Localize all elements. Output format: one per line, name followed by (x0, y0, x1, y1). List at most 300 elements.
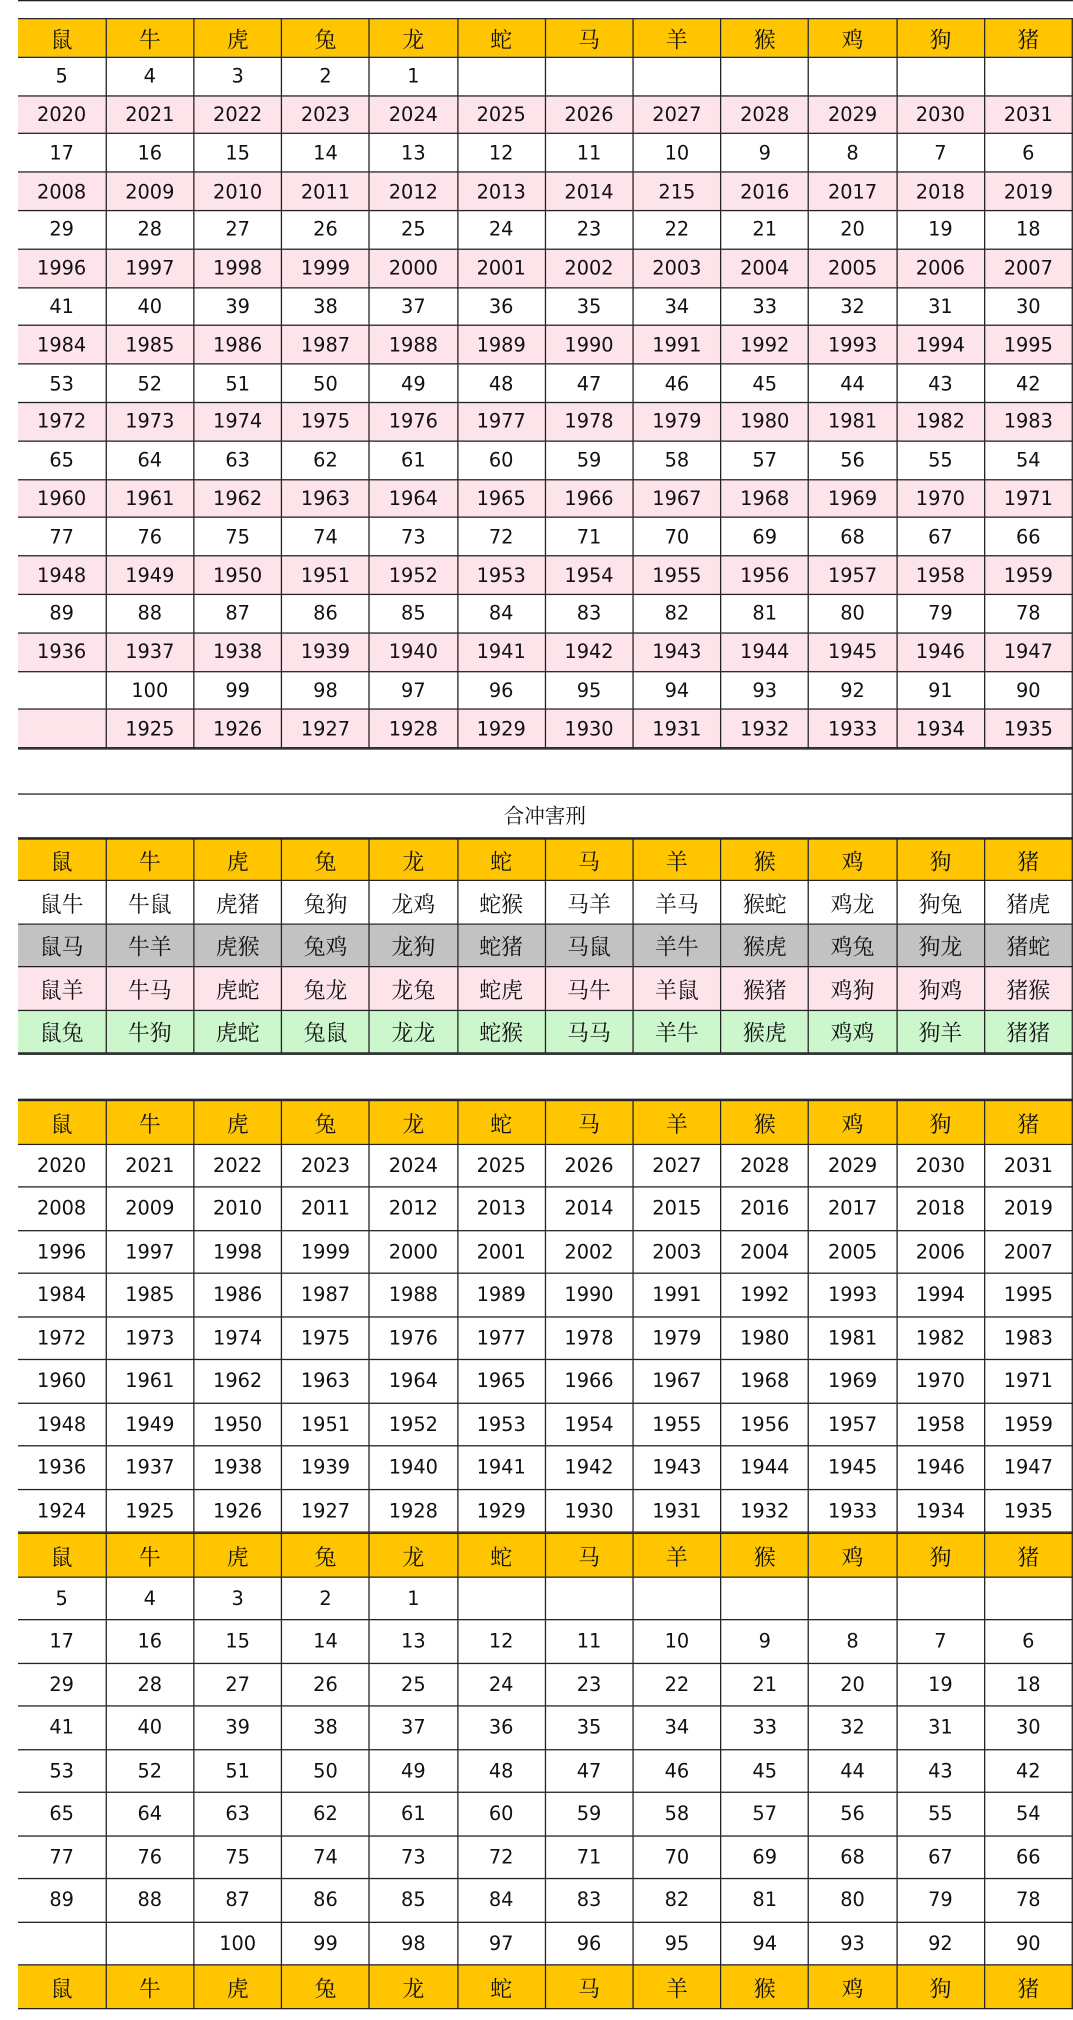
table-cell: 1983 (984, 1317, 1072, 1360)
table-cell: 71 (545, 1836, 633, 1879)
table-cell: 猴虎 (721, 924, 809, 967)
table-cell: 2017 (809, 172, 897, 210)
table-cell: 1940 (369, 633, 457, 671)
table-cell: 71 (545, 518, 633, 556)
table-cell: 狗羊 (896, 1010, 984, 1053)
table-cell: 1952 (369, 556, 457, 594)
table-cell: 2003 (633, 249, 721, 287)
table-cell: 1981 (809, 1317, 897, 1360)
zodiac-header-cell: 狗 (896, 19, 984, 57)
table-cell: 12 (457, 1620, 545, 1663)
table-cell: 1948 (18, 1403, 106, 1446)
table-cell: 100 (194, 1922, 282, 1965)
table-cell: 马羊 (545, 881, 633, 924)
table-cell: 75 (194, 518, 282, 556)
table-cell: 68 (809, 1836, 897, 1879)
table-cell: 1945 (809, 1446, 897, 1489)
table-cell: 24 (457, 1663, 545, 1706)
age-row (18, 1577, 1072, 1620)
table-cell: 2001 (457, 249, 545, 287)
table-cell: 1989 (457, 1273, 545, 1316)
zodiac-header-cell: 猴 (721, 1101, 809, 1144)
zodiac-header-cell: 鸡 (809, 1101, 897, 1144)
table-cell: 1975 (282, 1317, 370, 1360)
table-cell: 24 (457, 211, 545, 249)
table-cell: 1979 (633, 1317, 721, 1360)
table-cell: 2020 (18, 95, 106, 133)
table-cell: 羊牛 (633, 924, 721, 967)
table-cell: 85 (369, 1879, 457, 1922)
table-cell: 3 (194, 1577, 282, 1620)
header-row (18, 839, 1072, 880)
table-cell: 1954 (545, 556, 633, 594)
table-cell: 1989 (457, 326, 545, 364)
table-cell: 1957 (809, 1403, 897, 1446)
table-cell: 2011 (282, 1187, 370, 1230)
table-cell: 31 (896, 287, 984, 325)
table-cell: 2002 (545, 1230, 633, 1273)
table-cell: 1964 (369, 479, 457, 517)
zodiac-header-cell: 马 (545, 839, 633, 880)
table-cell: 鸡鸡 (809, 1010, 897, 1053)
table-cell: 40 (106, 287, 194, 325)
table-cell: 8 (809, 1620, 897, 1663)
table-cell: 2008 (18, 1187, 106, 1230)
table-cell: 87 (194, 1879, 282, 1922)
table-cell: 56 (809, 441, 897, 479)
table-cell: 60 (457, 1792, 545, 1835)
table-cell: 2004 (721, 1230, 809, 1273)
table-cell: 马鼠 (545, 924, 633, 967)
table-cell: 17 (18, 1620, 106, 1663)
table-cell: 鸡龙 (809, 881, 897, 924)
table-cell: 1970 (896, 479, 984, 517)
zodiac-header-cell: 鼠 (18, 19, 106, 57)
table-cell: 70 (633, 518, 721, 556)
table-cell: 2018 (896, 172, 984, 210)
zodiac-header-cell: 鸡 (809, 1534, 897, 1577)
table-cell: 1978 (545, 402, 633, 440)
table-cell: 29 (18, 1663, 106, 1706)
table-cell: 1930 (545, 1489, 633, 1532)
year-row (18, 1489, 1072, 1532)
table-cell: 2003 (633, 1230, 721, 1273)
table-cell: 1996 (18, 1230, 106, 1273)
table-cell: 75 (194, 1836, 282, 1879)
zodiac-header-cell: 羊 (633, 1965, 721, 2008)
table-cell: 23 (545, 1663, 633, 1706)
table-cell: 鼠马 (18, 924, 106, 967)
year-row (18, 172, 1072, 210)
table-cell: 52 (106, 364, 194, 402)
table-cell: 39 (194, 1706, 282, 1749)
table-cell: 4 (106, 1577, 194, 1620)
table-cell: 1969 (809, 1360, 897, 1403)
table-cell: 65 (18, 441, 106, 479)
table-cell: 1993 (809, 1273, 897, 1316)
table-cell: 34 (633, 287, 721, 325)
table-cell: 2031 (984, 95, 1072, 133)
table-cell: 30 (984, 1706, 1072, 1749)
year-row (18, 633, 1072, 671)
table-cell: 猴虎 (721, 1010, 809, 1053)
table-cell (545, 1577, 633, 1620)
table-cell: 30 (984, 287, 1072, 325)
table-cell: 3 (194, 57, 282, 95)
table-cell: 52 (106, 1749, 194, 1792)
zodiac-header-cell: 兔 (282, 1965, 370, 2008)
table-cell (18, 1922, 106, 1965)
table-cell: 1932 (721, 1489, 809, 1532)
table-cell: 81 (721, 594, 809, 632)
table-cell: 1 (369, 1577, 457, 1620)
table-cell: 1943 (633, 1446, 721, 1489)
table-cell: 1937 (106, 1446, 194, 1489)
table-cell: 18 (984, 211, 1072, 249)
table-cell: 鸡狗 (809, 967, 897, 1010)
table-cell: 47 (545, 364, 633, 402)
year-row (18, 1360, 1072, 1403)
table-cell: 58 (633, 1792, 721, 1835)
age-row (18, 1879, 1072, 1922)
table-cell: 1928 (369, 1489, 457, 1532)
table-cell: 1933 (809, 709, 897, 747)
table-cell (457, 1577, 545, 1620)
table-cell: 1927 (282, 709, 370, 747)
table-cell: 1931 (633, 1489, 721, 1532)
table-cell: 98 (282, 671, 370, 709)
table-cell: 2024 (369, 95, 457, 133)
table-cell: 22 (633, 211, 721, 249)
table-cell: 26 (282, 1663, 370, 1706)
table-cell: 1995 (984, 326, 1072, 364)
table-cell: 92 (809, 671, 897, 709)
table-cell: 1997 (106, 249, 194, 287)
table-cell: 43 (896, 1749, 984, 1792)
header-row (18, 1965, 1072, 2008)
table-cell: 82 (633, 1879, 721, 1922)
table-cell: 2025 (457, 1144, 545, 1187)
table-cell: 2030 (896, 95, 984, 133)
table-cell: 20 (809, 211, 897, 249)
zodiac-header-cell: 虎 (194, 1101, 282, 1144)
table-cell: 48 (457, 1749, 545, 1792)
table-cell: 1938 (194, 1446, 282, 1489)
table-cell: 55 (896, 441, 984, 479)
table-cell: 21 (721, 211, 809, 249)
table-cell: 18 (984, 1663, 1072, 1706)
zodiac-header-cell: 羊 (633, 839, 721, 880)
table-cell: 1934 (896, 709, 984, 747)
table-cell: 1925 (106, 1489, 194, 1532)
table-cell: 2021 (106, 95, 194, 133)
table-cell: 96 (457, 671, 545, 709)
table-cell: 1972 (18, 1317, 106, 1360)
zodiac-header-cell: 马 (545, 1101, 633, 1144)
table-cell: 27 (194, 1663, 282, 1706)
table-cell: 2 (282, 57, 370, 95)
table-cell: 78 (984, 1879, 1072, 1922)
zodiac-header-cell: 龙 (369, 1965, 457, 2008)
table-cell: 1944 (721, 1446, 809, 1489)
zodiac-header-cell: 牛 (106, 1965, 194, 2008)
table-cell: 1995 (984, 1273, 1072, 1316)
table-cell: 猴猪 (721, 967, 809, 1010)
table-cell: 1955 (633, 1403, 721, 1446)
table-cell (896, 57, 984, 95)
zodiac-header-cell: 鸡 (809, 839, 897, 880)
table-cell: 猪猴 (984, 967, 1072, 1010)
table-cell: 29 (18, 211, 106, 249)
table-cell: 6 (984, 1620, 1072, 1663)
table-cell: 2022 (194, 1144, 282, 1187)
table-cell: 1925 (106, 709, 194, 747)
table-cell: 90 (984, 671, 1072, 709)
zodiac-header-cell: 猪 (984, 1101, 1072, 1144)
table-cell: 2016 (721, 1187, 809, 1230)
table-cell: 2017 (809, 1187, 897, 1230)
year-row (18, 326, 1072, 364)
table-cell: 猪虎 (984, 881, 1072, 924)
table-cell: 99 (282, 1922, 370, 1965)
table-cell: 78 (984, 594, 1072, 632)
table-cell (721, 1577, 809, 1620)
year-row (18, 479, 1072, 517)
zodiac-header-cell: 猪 (984, 1534, 1072, 1577)
table-cell: 7 (896, 134, 984, 172)
table-cell: 16 (106, 134, 194, 172)
table-cell: 1939 (282, 633, 370, 671)
year-row (18, 1187, 1072, 1230)
table-cell: 48 (457, 364, 545, 402)
table-cell: 36 (457, 287, 545, 325)
table-cell: 马马 (545, 1010, 633, 1053)
table-cell: 1926 (194, 1489, 282, 1532)
table-cell: 81 (721, 1879, 809, 1922)
table-cell: 1926 (194, 709, 282, 747)
zodiac-header-cell: 猪 (984, 839, 1072, 880)
table-cell: 1999 (282, 249, 370, 287)
table-cell: 2007 (984, 1230, 1072, 1273)
table-cell: 2029 (809, 95, 897, 133)
table-cell: 215 (633, 172, 721, 210)
year-row (18, 1317, 1072, 1360)
table-cell: 94 (633, 671, 721, 709)
table-cell: 1939 (282, 1446, 370, 1489)
table-cell: 1992 (721, 326, 809, 364)
table-cell: 兔龙 (282, 967, 370, 1010)
table-cell: 1972 (18, 402, 106, 440)
year-table (18, 1100, 1073, 1533)
table-cell (106, 1922, 194, 1965)
table-cell: 1945 (809, 633, 897, 671)
zodiac-header-cell: 羊 (633, 1534, 721, 1577)
table-cell: 1998 (194, 1230, 282, 1273)
table-cell: 1929 (457, 709, 545, 747)
table-cell: 1980 (721, 402, 809, 440)
table-cell: 1994 (896, 326, 984, 364)
table-cell: 1943 (633, 633, 721, 671)
section-spacer (18, 749, 1073, 795)
table-cell: 59 (545, 1792, 633, 1835)
zodiac-header-cell: 蛇 (457, 1534, 545, 1577)
table-cell: 2021 (106, 1144, 194, 1187)
table-cell: 1 (369, 57, 457, 95)
table-cell: 2026 (545, 1144, 633, 1187)
age-row (18, 1922, 1072, 1965)
table-cell: 2002 (545, 249, 633, 287)
relations-table (18, 839, 1073, 1054)
table-cell: 2022 (194, 95, 282, 133)
table-cell: 50 (282, 364, 370, 402)
year-row (18, 556, 1072, 594)
table-cell: 1977 (457, 1317, 545, 1360)
table-cell: 2000 (369, 1230, 457, 1273)
table-cell: 1936 (18, 633, 106, 671)
table-cell: 38 (282, 287, 370, 325)
table-cell (809, 1577, 897, 1620)
zodiac-header-cell: 龙 (369, 19, 457, 57)
zodiac-header-cell: 马 (545, 19, 633, 57)
table-cell: 5 (18, 1577, 106, 1620)
table-cell: 1996 (18, 249, 106, 287)
age-year-table (18, 18, 1073, 748)
table-cell: 97 (457, 1922, 545, 1965)
table-cell: 1990 (545, 326, 633, 364)
zodiac-header-cell: 鸡 (809, 19, 897, 57)
table-cell: 1963 (282, 1360, 370, 1403)
table-cell: 2023 (282, 1144, 370, 1187)
table-cell: 97 (369, 671, 457, 709)
table-cell: 1949 (106, 1403, 194, 1446)
table-cell: 1948 (18, 556, 106, 594)
table-cell: 1993 (809, 326, 897, 364)
age-row (18, 1663, 1072, 1706)
table-cell: 1947 (984, 1446, 1072, 1489)
table-cell: 7 (896, 1620, 984, 1663)
table-cell: 2028 (721, 95, 809, 133)
table-cell: 2006 (896, 249, 984, 287)
table-cell: 84 (457, 1879, 545, 1922)
table-cell: 1957 (809, 556, 897, 594)
age-row (18, 1706, 1072, 1749)
table-cell: 6 (984, 134, 1072, 172)
table-cell: 1956 (721, 556, 809, 594)
table-cell: 4 (106, 57, 194, 95)
table-cell: 鼠兔 (18, 1010, 106, 1053)
table-cell: 2008 (18, 172, 106, 210)
table-cell: 1975 (282, 402, 370, 440)
zodiac-header-cell: 牛 (106, 839, 194, 880)
age-table (18, 1533, 1073, 2009)
table-cell: 1936 (18, 1446, 106, 1489)
table-cell: 1931 (633, 709, 721, 747)
table-cell: 50 (282, 1749, 370, 1792)
table-cell: 72 (457, 518, 545, 556)
table-cell: 1951 (282, 556, 370, 594)
table-cell: 5 (18, 57, 106, 95)
table-cell (721, 57, 809, 95)
table-cell: 93 (809, 1922, 897, 1965)
table-cell: 1946 (896, 633, 984, 671)
table-cell: 2023 (282, 95, 370, 133)
table-cell: 39 (194, 287, 282, 325)
table-cell: 1986 (194, 326, 282, 364)
table-cell: 牛鼠 (106, 881, 194, 924)
age-row (18, 1836, 1072, 1879)
table-cell: 1938 (194, 633, 282, 671)
table-cell: 1968 (721, 479, 809, 517)
table-cell: 2026 (545, 95, 633, 133)
table-cell: 20 (809, 1663, 897, 1706)
table-cell: 17 (18, 134, 106, 172)
table-cell: 1998 (194, 249, 282, 287)
table-cell (896, 1577, 984, 1620)
zodiac-header-cell: 牛 (106, 1101, 194, 1144)
table-cell: 1952 (369, 1403, 457, 1446)
table-cell: 虎猴 (194, 924, 282, 967)
table-cell: 61 (369, 441, 457, 479)
table-cell: 77 (18, 1836, 106, 1879)
table-cell: 1959 (984, 1403, 1072, 1446)
table-cell: 1960 (18, 479, 106, 517)
table-cell: 46 (633, 364, 721, 402)
relations-title: 合冲害刑 (18, 795, 1073, 839)
table-cell: 1968 (721, 1360, 809, 1403)
table-cell: 79 (896, 1879, 984, 1922)
table-cell (984, 1577, 1072, 1620)
table-cell: 62 (282, 441, 370, 479)
zodiac-header-cell: 猪 (984, 1965, 1072, 2008)
table-cell: 龙龙 (369, 1010, 457, 1053)
table-cell: 龙鸡 (369, 881, 457, 924)
age-row (18, 518, 1072, 556)
zodiac-header-cell: 猴 (721, 1965, 809, 2008)
table-cell: 49 (369, 364, 457, 402)
header-row (18, 1534, 1072, 1577)
table-cell: 66 (984, 1836, 1072, 1879)
table-cell: 45 (721, 1749, 809, 1792)
table-cell: 1929 (457, 1489, 545, 1532)
table-cell: 90 (984, 1922, 1072, 1965)
table-cell: 2020 (18, 1144, 106, 1187)
table-cell: 86 (282, 594, 370, 632)
table-cell: 42 (984, 1749, 1072, 1792)
table-cell: 15 (194, 1620, 282, 1663)
table-cell: 63 (194, 1792, 282, 1835)
table-cell: 1984 (18, 326, 106, 364)
zodiac-header-cell: 狗 (896, 1101, 984, 1144)
table-cell: 1977 (457, 402, 545, 440)
table-cell: 1965 (457, 1360, 545, 1403)
table-cell: 43 (896, 364, 984, 402)
table-cell: 69 (721, 1836, 809, 1879)
table-cell: 99 (194, 671, 282, 709)
table-cell: 57 (721, 1792, 809, 1835)
table-cell: 13 (369, 1620, 457, 1663)
table-cell: 1967 (633, 1360, 721, 1403)
table-cell: 1961 (106, 1360, 194, 1403)
table-cell: 64 (106, 1792, 194, 1835)
zodiac-header-cell: 羊 (633, 1101, 721, 1144)
table-cell: 41 (18, 287, 106, 325)
table-cell: 31 (896, 1706, 984, 1749)
table-cell: 2016 (721, 172, 809, 210)
table-cell: 1970 (896, 1360, 984, 1403)
table-cell: 44 (809, 1749, 897, 1792)
table-cell: 兔鼠 (282, 1010, 370, 1053)
table-cell: 1932 (721, 709, 809, 747)
